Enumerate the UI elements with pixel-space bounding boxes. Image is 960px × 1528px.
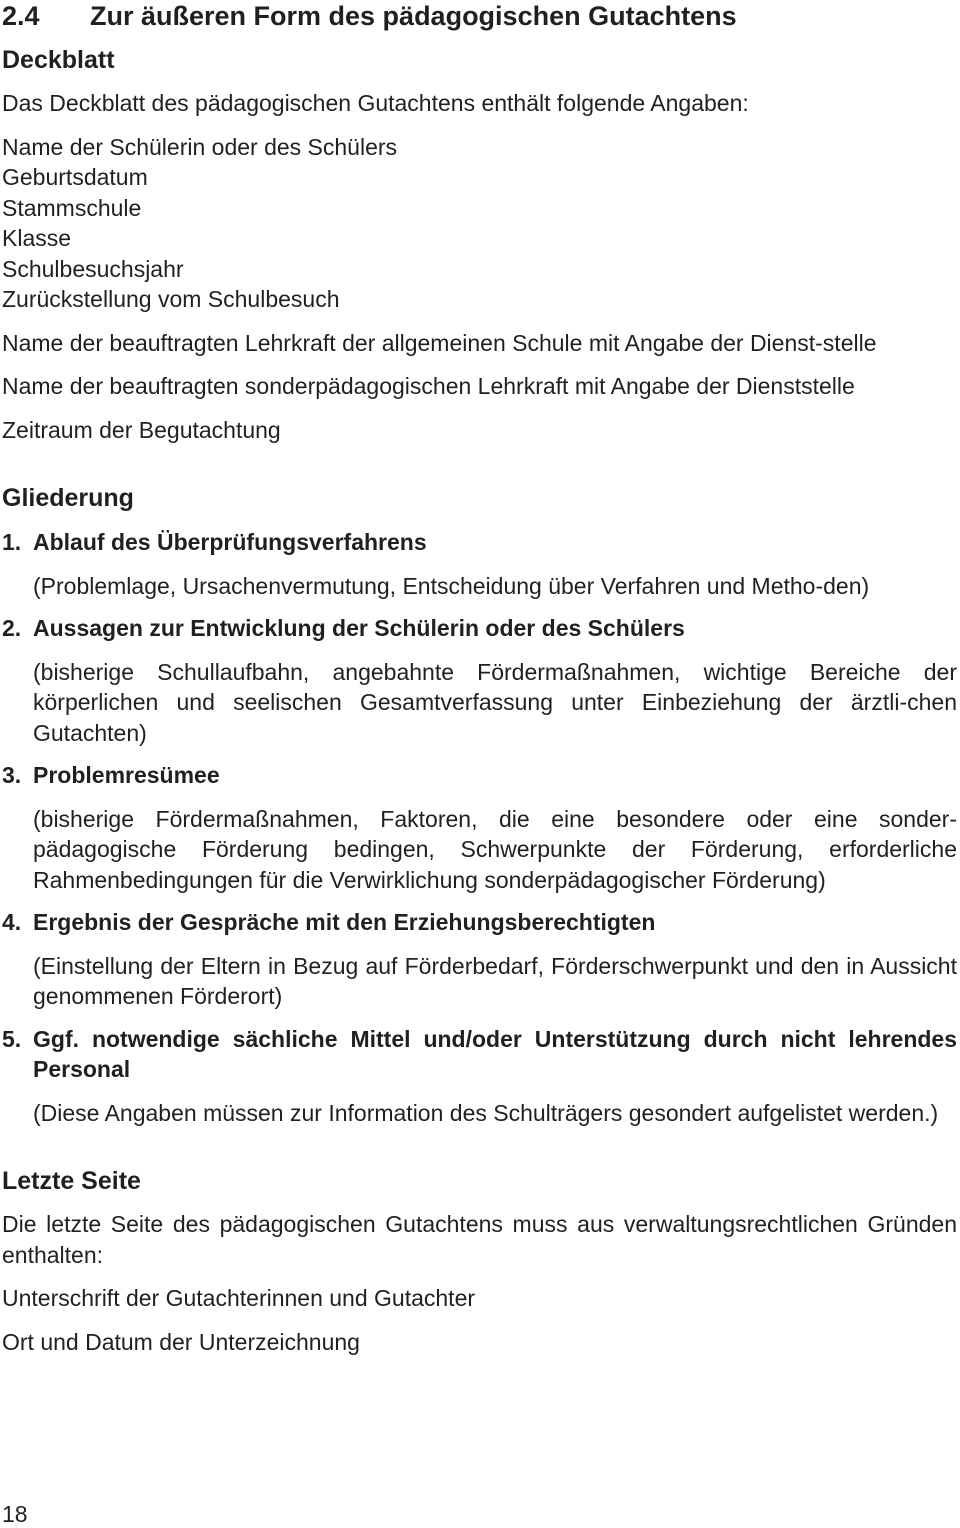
item-description: (Einstellung der Eltern in Bezug auf Förderbedarf, Förderschwerpunkt und den in Aussicht genommenen Förderort)	[33, 952, 957, 1009]
deckblatt-heading: Deckblatt	[2, 46, 115, 74]
item-title: Problemresümee	[33, 762, 220, 788]
gliederung-item	[2, 1024, 957, 1129]
letzte-seite-heading: Letzte Seite	[2, 1167, 141, 1195]
item-title: Ablauf des Überprüfungsverfahrens	[33, 529, 427, 555]
item-description: (Diese Angaben müssen zur Information des Schulträgers gesondert aufgelistet werden.)	[33, 1099, 939, 1126]
ort-datum-line: Ort und Datum der Unterzeichnung	[2, 1328, 360, 1355]
section-title: Zur äußeren Form des pädagogischen Gutachtens	[90, 1, 737, 31]
item-body	[33, 760, 957, 895]
list-item: Stammschule	[2, 194, 142, 221]
gliederung-list	[2, 527, 957, 1128]
gliederung-item	[2, 760, 957, 895]
lehrkraft-allgemein-line: Name der beauftragten Lehrkraft der allgemeinen Schule mit Angabe der Dienst-stelle	[2, 329, 877, 356]
lehrkraft-sonder-line: Name der beauftragten sonderpädagogischen Lehrkraft mit Angabe der Dienststelle	[2, 373, 855, 399]
gliederung-item	[2, 907, 957, 1012]
list-item: Klasse	[2, 225, 72, 251]
unterschrift-line: Unterschrift der Gutachterinnen und Gutachter	[2, 1285, 476, 1311]
gliederung-heading: Gliederung	[2, 484, 134, 512]
item-description: (bisherige Schullaufbahn, angebahnte Fördermaßnahmen, wichtige Bereiche der körperlichen und seelischen Gesamtverfassung unter Einbeziehung der ärztli-chen Gutachten)	[33, 658, 957, 746]
item-description: (Problemlage, Ursachenvermutung, Entscheidung über Verfahren und Metho-den)	[33, 572, 870, 599]
letzte-seite-intro: Die letzte Seite des pädagogischen Gutachtens muss aus verwaltungsrechtlichen Gründen enthalten:	[2, 1211, 957, 1268]
document-page	[2, 0, 957, 1357]
item-number: 1.	[2, 529, 22, 555]
page-number: 18	[2, 1501, 28, 1527]
item-number: 3.	[2, 762, 22, 788]
zeitraum-line: Zeitraum der Begutachtung	[2, 416, 281, 443]
gliederung-item	[2, 527, 957, 601]
gliederung-item	[2, 613, 957, 748]
section-number: 2.4	[2, 1, 40, 31]
section-heading	[2, 0, 957, 31]
item-number: 2.	[2, 615, 22, 641]
deckblatt-list	[2, 132, 957, 315]
list-item: Schulbesuchsjahr	[2, 255, 184, 282]
list-item: Name der Schülerin oder des Schülers	[2, 133, 398, 160]
item-description: (bisherige Fördermaßnahmen, Faktoren, die eine besondere oder eine sonder-pädagogische Förderung bedingen, Schwerpunkte der Förderung, erforderliche Rahmenbedingungen für die Verwirklichung sonderpädagogischer Förderung)	[33, 805, 957, 893]
item-body	[33, 1024, 957, 1129]
item-number: 5.	[2, 1025, 22, 1052]
item-body	[33, 527, 957, 601]
item-body	[33, 907, 957, 1012]
item-title: Aussagen zur Entwicklung der Schülerin oder des Schülers	[33, 615, 685, 641]
item-title: Ggf. notwendige sächliche Mittel und/oder Unterstützung durch nicht lehrendes Personal	[33, 1025, 957, 1082]
item-body	[33, 613, 957, 748]
item-title: Ergebnis der Gespräche mit den Erziehungsberechtigten	[33, 909, 656, 935]
list-item: Geburtsdatum	[2, 164, 148, 190]
deckblatt-intro: Das Deckblatt des pädagogischen Gutachtens enthält folgende Angaben:	[2, 90, 749, 116]
list-item: Zurückstellung vom Schulbesuch	[2, 286, 340, 312]
item-number: 4.	[2, 909, 22, 935]
